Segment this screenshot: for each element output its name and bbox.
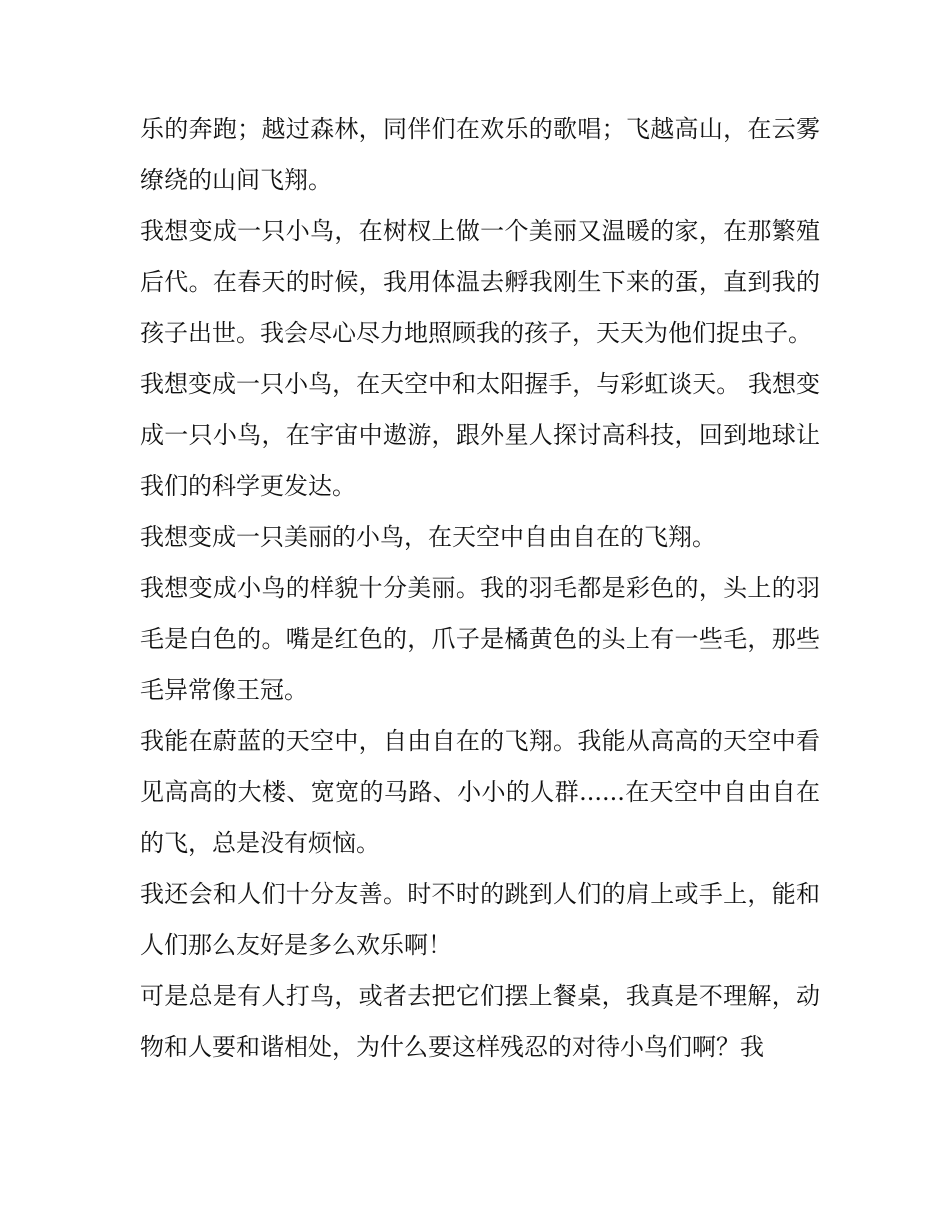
paragraph-7: 我还会和人们十分友善。时不时的跳到人们的肩上或手上，能和人们那么友好是多么欢乐啊！ (140, 880, 820, 959)
paragraph-2: 我想变成一只小鸟，在树杈上做一个美丽又温暖的家，在那繁殖后代。在春天的时候，我用体温去孵我刚生下来的蛋，直到我的孩子出世。我会尽心尽力地照顾我的孩子，天天为他们捉虫子。 (140, 217, 820, 347)
paragraph-1: 乐的奔跑；越过森林，同伴们在欢乐的歌唱；飞越高山，在云雾缭绕的山间飞翔。 (140, 115, 820, 194)
paragraph-3: 我想变成一只小鸟，在天空中和太阳握手，与彩虹谈天。 我想变成一只小鸟，在宇宙中遨游，跟外星人探讨高科技，回到地球让我们的科学更发达。 (140, 370, 820, 500)
document-body (140, 104, 820, 1073)
paragraph-5: 我想变成小鸟的样貌十分美丽。我的羽毛都是彩色的，头上的羽毛是白色的。嘴是红色的，爪子是橘黄色的头上有一些毛，那些毛异常像王冠。 (140, 574, 820, 704)
paragraph-8: 可是总是有人打鸟，或者去把它们摆上餐桌，我真是不理解，动物和人要和谐相处，为什么要这样残忍的对待小鸟们啊？我 (140, 982, 820, 1061)
paragraph-6: 我能在蔚蓝的天空中，自由自在的飞翔。我能从高高的天空中看见高高的大楼、宽宽的马路、小小的人群......在天空中自由自在的飞，总是没有烦恼。 (140, 727, 820, 857)
paragraph-4: 我想变成一只美丽的小鸟，在天空中自由自在的飞翔。 (140, 523, 716, 551)
